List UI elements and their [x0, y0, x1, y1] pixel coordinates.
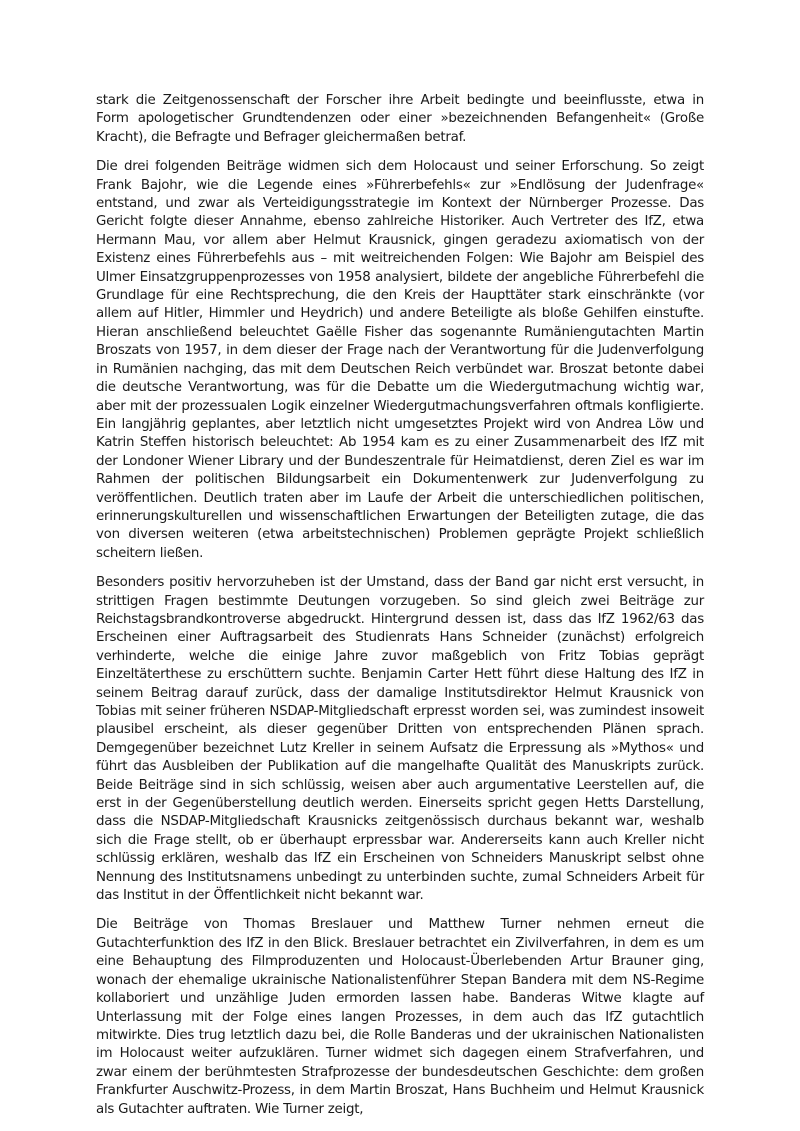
paragraph-expert-reports: Die Beiträge von Thomas Breslauer und Matthew Turner nehmen erneut die Gutachterfunktion des IfZ in den Blick. Breslauer betrachtet ein Zivilverfahren, in dem es um eine Behauptung des Filmproduzenten und Holocaust-Überlebenden Artur Brauner ging, wonach der ehemalige ukrainische Nationalistenführer Stepan Bandera mit dem NS-Regime kollaboriert und unzählige Juden ermorden lassen habe. Banderas Witwe klagte auf Unterlassung mit der Folge eines langen Prozesses, in dem auch das IfZ gutachtlich mitwirkte. Dies trug letztlich dazu bei, die Rolle Banderas und der ukrainischen Nationalisten im Holocaust weiter aufzuklären. Turner widmet sich dagegen einem Strafverfahren, und zwar einem der berühmtesten Strafprozesse der bundesdeutschen Geschichte: dem großen Frankfurter Auschwitz-Prozess, in dem Martin Broszat, Hans Buchheim und Helmut Krausnick als Gutachter auftraten. Wie Turner zeigt, [96, 917, 704, 1117]
paragraph-reichstag-fire-controversy: Besonders positiv hervorzuheben ist der Umstand, dass der Band gar nicht erst versucht, in strittigen Fragen bestimmte Deutungen vorzugeben. So sind gleich zwei Beiträge zur Reichstagsbrandkontroverse abgedruckt. Hintergrund dessen ist, dass das IfZ 1962/63 das Erscheinen einer Auftragsarbeit des Studienrats Hans Schneider (zunächst) erfolgreich verhinderte, welche die einige Jahre zuvor maßgeblich von Fritz Tobias geprägt Einzeltäterthese zu erschüttern suchte. Benjamin Carter Hett führt diese Haltung des IfZ in seinem Beitrag darauf zurück, dass der damalige Institutsdirektor Helmut Krausnick von Tobias mit seiner früheren NSDAP-Mitgliedschaft erpresst worden sei, was zumindest insoweit plausibel erscheint, als dieser gegenüber Dritten von entsprechenden Plänen sprach. Demgegenüber bezeichnet Lutz Kreller in seinem Aufsatz die Erpressung als »Mythos« und führt das Ausbleiben der Publikation auf die mangelhafte Qualität des Manuskripts zurück. Beide Beiträge sind in sich schlüssig, weisen aber auch argumentative Leerstellen auf, die erst in der Gegenüberstellung deutlich werden. Einerseits spricht gegen Hetts Darstellung, dass die NSDAP-Mitgliedschaft Krausnicks zeitgenössisch durchaus bekannt war, weshalb sich die Frage stellt, ob er überhaupt erpressbar war. Andererseits kann auch Kreller nicht schlüssig erklären, weshalb das IfZ ein Erscheinen von Schneiders Manuskript selbst ohne Nennung des Institutsnamens unbedingt zu unterbinden suchte, zumal Schneiders Arbeit für das Institut in der Öffentlichkeit nicht bekannt war. [96, 575, 704, 904]
paragraph-intro-continuation: stark die Zeitgenossenschaft der Forscher ihre Arbeit bedingte und beeinflusste, etwa in Form apologetischer Grundtendenzen oder einer »bezeichnenden Befangenheit« (Große Kracht), die Befragte und Befrager gleichermaßen betraf. [96, 93, 704, 145]
page-body [96, 92, 704, 1130]
paragraph-holocaust-contributions: Die drei folgenden Beiträge widmen sich dem Holocaust und seiner Erforschung. So zeigt Frank Bajohr, wie die Legende eines »Führerbefehls« zur »Endlösung der Judenfrage« entstand, und zwar als Verteidigungsstrategie im Kontext der Nürnberger Prozesse. Das Gericht folgte dieser Annahme, ebenso zahlreiche Historiker. Auch Vertreter des IfZ, etwa Hermann Mau, vor allem aber Helmut Krausnick, gingen geradezu axiomatisch von der Existenz eines Führerbefehls aus – mit weitreichenden Folgen: Wie Bajohr am Beispiel des Ulmer Einsatzgruppenprozesses von 1958 analysiert, bildete der angebliche Führerbefehl die Grundlage für eine Rechtsprechung, die den Kreis der Haupttäter stark einschränkte (vor allem auf Hitler, Himmler und Heydrich) und andere Beteiligte als bloße Gehilfen einstufte. Hieran anschließend beleuchtet Gaëlle Fisher das sogenannte Rumäniengutachten Martin Broszats von 1957, in dem dieser der Frage nach der Verantwortung für die Judenverfolgung in Rumänien nachging, das mit dem Deutschen Reich verbündet war. Broszat betonte dabei die deutsche Verantwortung, was für die Debatte um die Wiedergutmachung wichtig war, aber mit der prozessualen Logik einzelner Wiedergutmachungsverfahren oftmals konfligierte. Ein langjährig geplantes, aber letztlich nicht umgesetztes Projekt wird von Andrea Löw und Katrin Steffen historisch beleuchtet: Ab 1954 kam es zu einer Zusammenarbeit des IfZ mit der Londoner Wiener Library und der Bundeszentrale für Heimatdienst, deren Ziel es war im Rahmen der politischen Bildungsarbeit ein Dokumentenwerk zur Judenverfolgung zu veröffentlichen. Deutlich traten aber im Laufe der Arbeit die unterschiedlichen politischen, erinnerungskulturellen und wissenschaftlichen Erwartungen der Beteiligten zutage, die das von diversen weiteren (etwa arbeitstechnischen) Problemen geprägte Projekt schließlich scheitern ließen. [96, 159, 704, 561]
